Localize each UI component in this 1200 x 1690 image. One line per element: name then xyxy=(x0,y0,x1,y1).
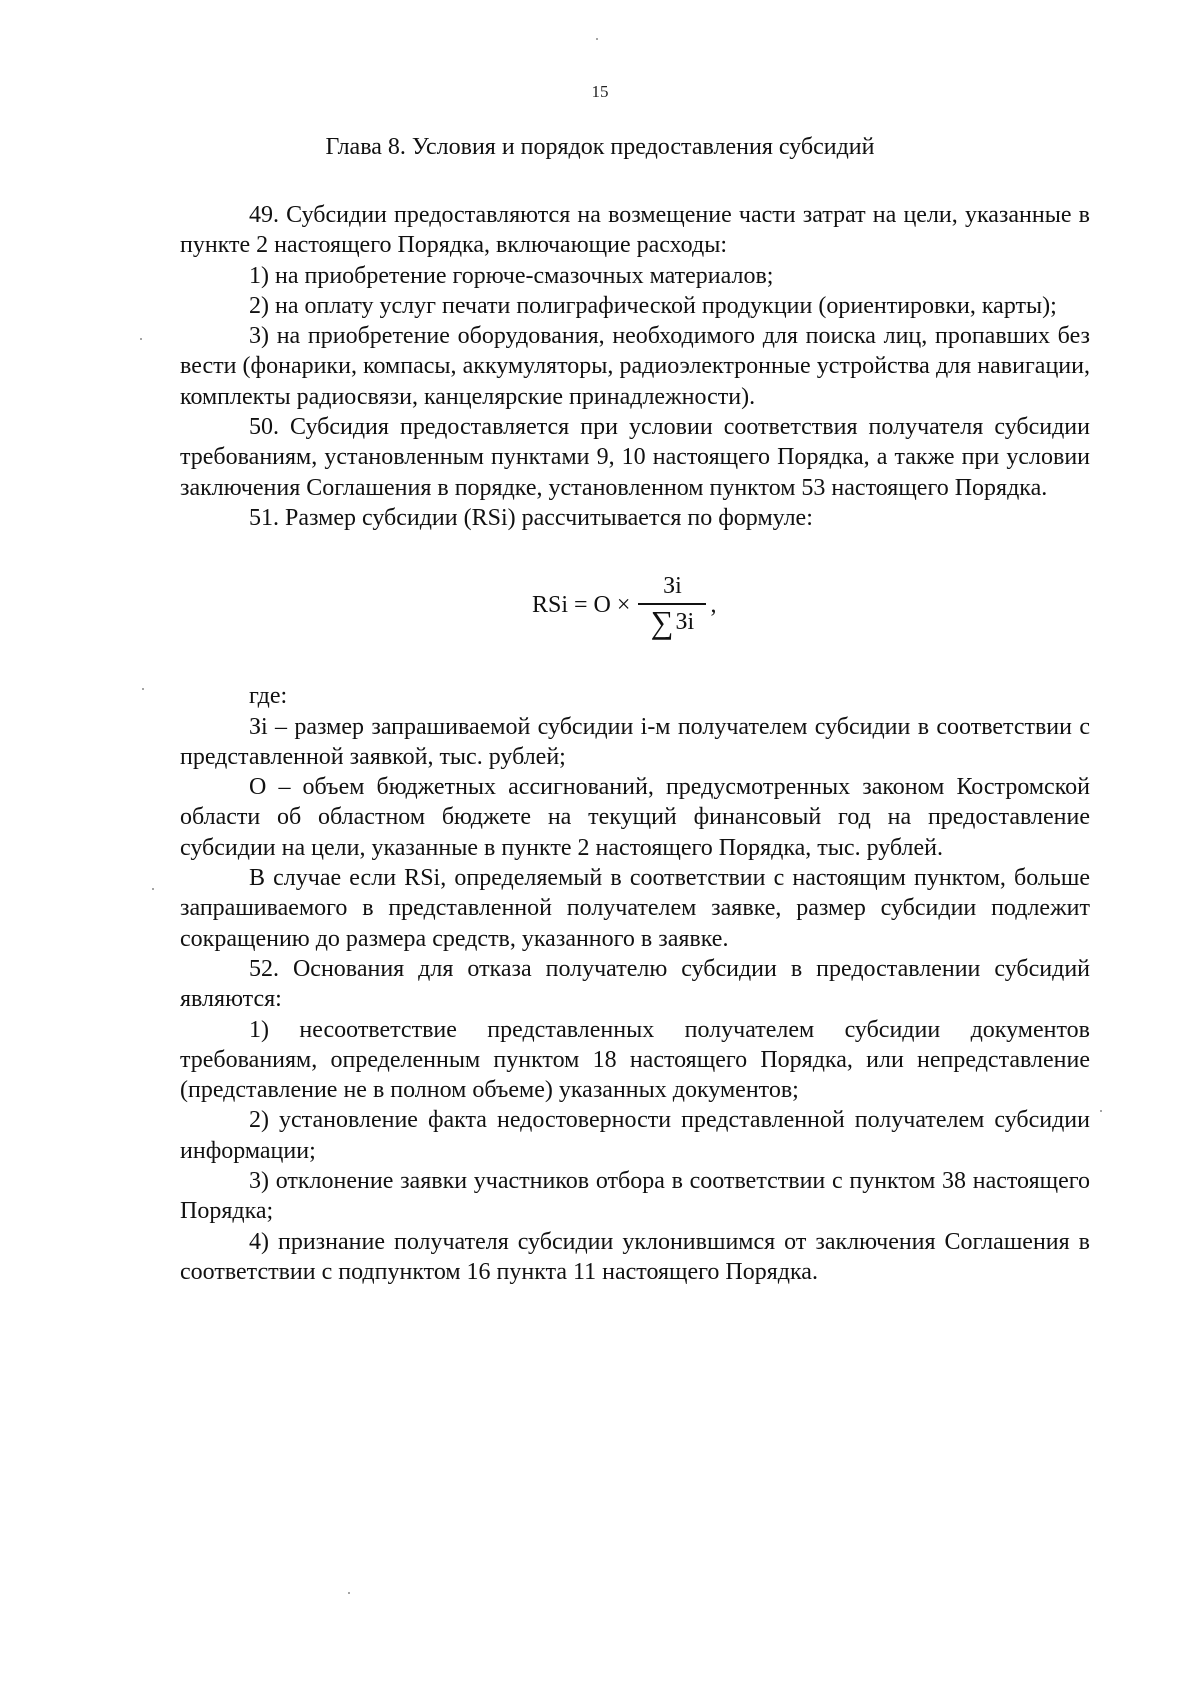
formula-numerator: Зi xyxy=(663,573,682,600)
paragraph: О – объем бюджетных ассигнований, предусмотренных законом Костромской области об областном бюджете на текущий финансовый год на предоставление субсидии на цели, указанные в пункте 2 настоящего Порядка, тыс. рублей. xyxy=(180,774,1090,861)
paragraph: 51. Размер субсидии (RSi) рассчитывается по формуле: xyxy=(249,504,813,531)
paragraph: 3) на приобретение оборудования, необходимого для поиска лиц, пропавших без вести (фонарики, компасы, аккумуляторы, радиоэлектронные устройства для навигации, комплекты радиосвязи, канцелярские принадлежности). xyxy=(180,323,1090,410)
document-body xyxy=(180,200,1090,1287)
formula-block xyxy=(180,533,1090,681)
paragraph: 2) установление факта недостоверности представленной получателем субсидии информации; xyxy=(180,1107,1090,1164)
paragraph: 52. Основания для отказа получателю субсидии в предоставлении субсидий являются: xyxy=(180,955,1090,1013)
paragraph: 49. Субсидии предоставляются на возмещение части затрат на цели, указанные в пункте 2 настоящего Порядка, включающие расходы: xyxy=(180,202,1090,259)
paragraph: 1) несоответствие представленных получателем субсидии документов требованиям, определенным пунктом 18 настоящего Порядка, или непредставление (представление не в полном объеме) указанных документов; xyxy=(180,1016,1090,1104)
formula-fraction xyxy=(638,573,706,640)
where-label: где: xyxy=(249,683,288,710)
paragraph: 1) на приобретение горюче-смазочных материалов; xyxy=(249,262,774,289)
paragraph: В случае если RSi, определяемый в соответствии с настоящим пунктом, больше запрашиваемого в представленной получателем заявке, размер субсидии подлежит сокращению до размера средств, указанного в заявке. xyxy=(180,865,1090,952)
chapter-title: Глава 8. Условия и порядок предоставления субсидий xyxy=(325,134,875,160)
paragraph: Зi – размер запрашиваемой субсидии i-м получателем субсидии в соответствии с представленной заявкой, тыс. рублей; xyxy=(180,713,1090,770)
paragraph: 2) на оплату услуг печати полиграфической продукции (ориентировки, карты); xyxy=(249,292,1057,319)
paragraph: 50. Субсидия предоставляется при условии соответствия получателя субсидии требованиям, установленным пунктами 9, 10 настоящего Порядка, а также при условии заключения Соглашения в порядке, установленном пунктом 53 настоящего Порядка. xyxy=(180,414,1090,501)
sum-symbol: ∑ xyxy=(650,603,674,640)
denominator-term: Зi xyxy=(675,608,695,635)
formula-suffix: , xyxy=(710,591,717,618)
scan-speck xyxy=(1100,1110,1102,1112)
scan-speck xyxy=(152,888,154,890)
scan-speck xyxy=(142,688,144,690)
scan-speck xyxy=(348,1592,350,1594)
scan-speck xyxy=(140,338,142,340)
scan-speck xyxy=(596,38,598,40)
page-number: 15 xyxy=(591,82,609,101)
subsidy-formula xyxy=(532,573,717,640)
formula-lhs: RSi = O × xyxy=(532,591,631,618)
formula-denominator xyxy=(650,603,695,640)
paragraph: 3) отклонение заявки участников отбора в соответствии с пунктом 38 настоящего Порядка; xyxy=(180,1168,1090,1225)
paragraph: 4) признание получателя субсидии уклонившимся от заключения Соглашения в соответствии с подпунктом 16 пункта 11 настоящего Порядка. xyxy=(180,1228,1090,1285)
